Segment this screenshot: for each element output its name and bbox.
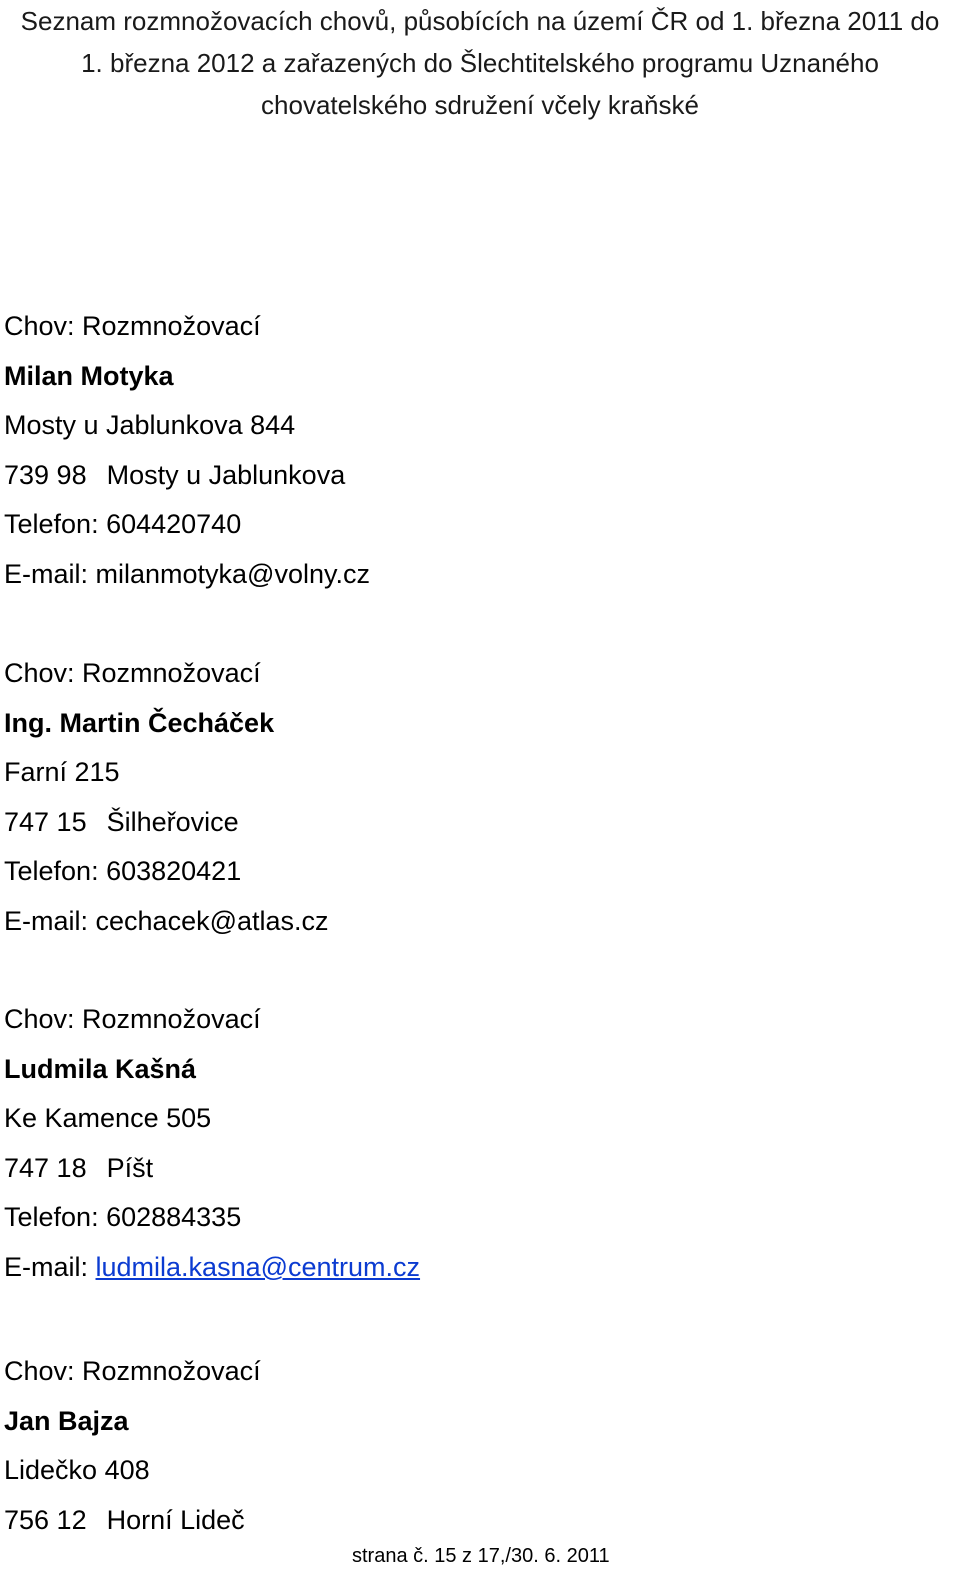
email-label: E-mail: (4, 559, 96, 589)
page-footer: strana č. 15 z 17,/30. 6. 2011 (352, 1545, 610, 1567)
phone: Telefon: 604420740 (4, 509, 242, 539)
chov-type: Chov: Rozmnožovací (4, 1004, 261, 1034)
breeder-entry (4, 301, 904, 601)
breeder-name: Milan Motyka (4, 361, 174, 391)
breeder-name: Jan Bajza (4, 1406, 129, 1436)
email-line (4, 1242, 420, 1292)
street-address: Mosty u Jablunkova 844 (4, 410, 296, 440)
email-address: cechacek@atlas.cz (95, 906, 329, 936)
street-address: Ke Kamence 505 (4, 1103, 212, 1133)
street-address: Lidečko 408 (4, 1455, 150, 1485)
chov-type: Chov: Rozmnožovací (4, 658, 261, 688)
chov-type: Chov: Rozmnožovací (4, 1356, 261, 1386)
postal-city (4, 1143, 153, 1193)
postal-city (4, 1495, 245, 1545)
email-line (4, 549, 370, 599)
postal-city (4, 450, 345, 500)
postal-city (4, 797, 239, 847)
breeder-entry (4, 1346, 904, 1546)
email-label: E-mail: (4, 1252, 96, 1282)
postal-code: 739 98 (4, 460, 87, 490)
city: Šilheřovice (106, 807, 239, 837)
city: Horní Lideč (106, 1505, 245, 1535)
city: Mosty u Jablunkova (106, 460, 346, 490)
phone: Telefon: 603820421 (4, 856, 242, 886)
postal-code: 747 18 (4, 1153, 87, 1183)
email-line (4, 896, 329, 946)
title-line-3: chovatelského sdružení včely kraňské (261, 90, 699, 120)
email-link[interactable]: ludmila.kasna@centrum.cz (95, 1252, 421, 1282)
document-title (0, 0, 960, 126)
email-address: milanmotyka@volny.cz (95, 559, 370, 589)
breeder-name: Ing. Martin Čecháček (4, 708, 275, 738)
postal-code: 747 15 (4, 807, 87, 837)
title-line-1: Seznam rozmnožovacích chovů, působících na území ČR od 1. března 2011 do (20, 6, 940, 36)
city: Píšt (106, 1153, 154, 1183)
breeder-entry (4, 994, 904, 1294)
breeder-name: Ludmila Kašná (4, 1054, 197, 1084)
chov-type: Chov: Rozmnožovací (4, 311, 261, 341)
breeder-entry (4, 648, 904, 948)
email-label: E-mail: (4, 906, 96, 936)
postal-code: 756 12 (4, 1505, 87, 1535)
phone: Telefon: 602884335 (4, 1202, 242, 1232)
title-line-2: 1. března 2012 a zařazených do Šlechtitelského programu Uznaného (81, 48, 879, 78)
street-address: Farní 215 (4, 757, 120, 787)
